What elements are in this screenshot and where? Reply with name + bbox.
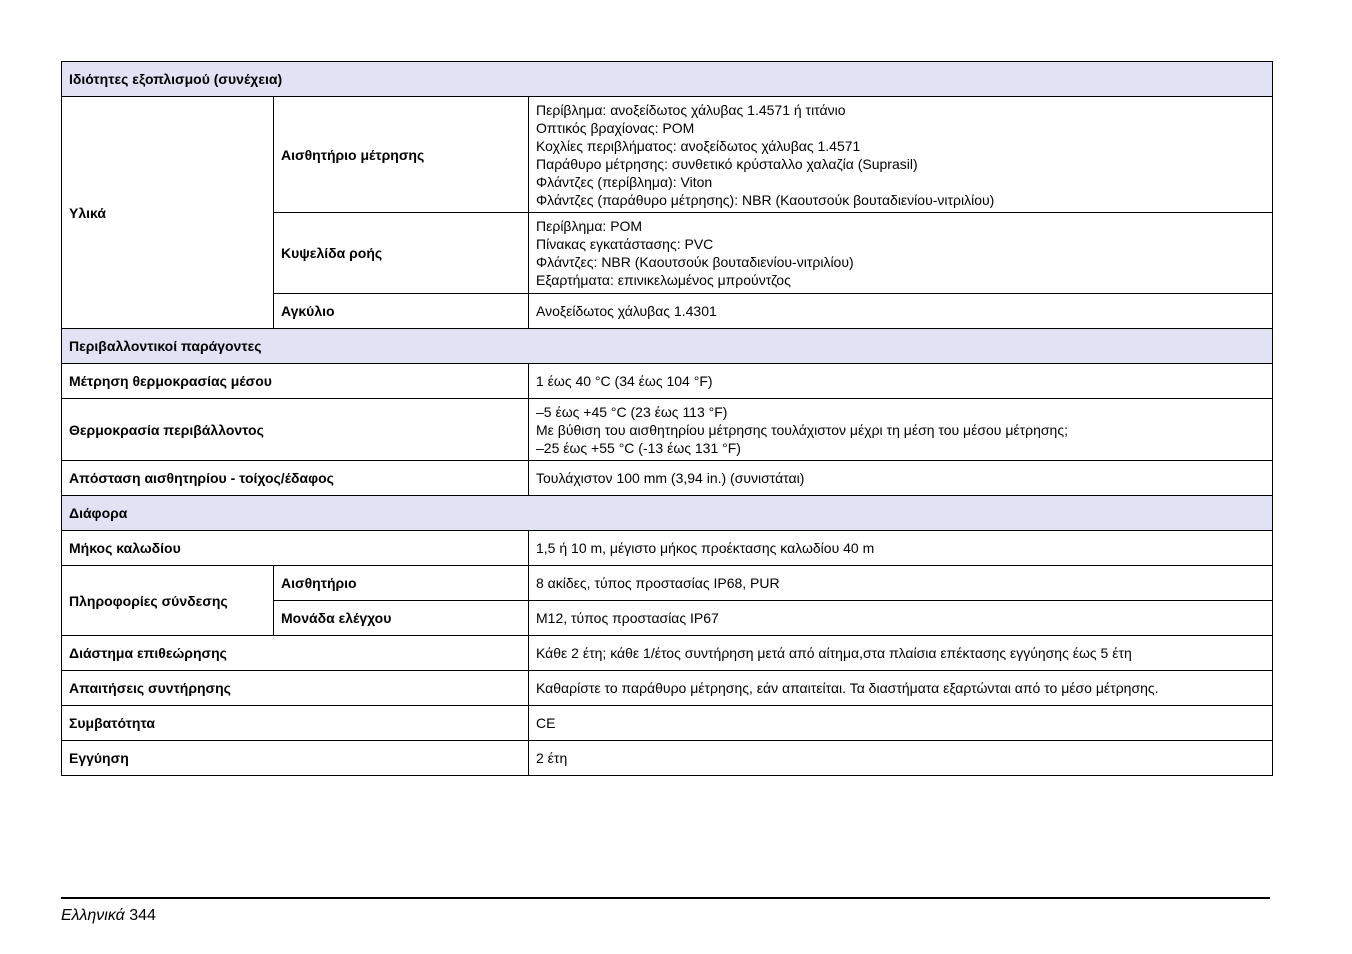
page-footer bbox=[61, 906, 156, 926]
table-row bbox=[62, 636, 1273, 671]
table-row bbox=[62, 399, 1273, 461]
footer-language: Ελληνικά bbox=[61, 907, 125, 924]
table-row bbox=[62, 741, 1273, 776]
value-conformity: CE bbox=[529, 706, 1273, 741]
page-number: 344 bbox=[129, 907, 156, 924]
row-label-maintenance: Απαιτήσεις συντήρησης bbox=[62, 671, 529, 706]
value-line: –5 έως +45 °C (23 έως 113 °F) bbox=[536, 403, 728, 420]
value-line: Παράθυρο μέτρησης: συνθετικό κρύσταλλο χαλαζία (Suprasil) bbox=[536, 155, 918, 172]
value-sensor-distance: Τουλάχιστον 100 mm (3,94 in.) (συνιστάται) bbox=[529, 461, 1273, 496]
row-label-sensor-distance: Απόσταση αισθητηρίου - τοίχος/έδαφος bbox=[62, 461, 529, 496]
value-line: Πίνακας εγκατάστασης: PVC bbox=[536, 236, 714, 252]
value-line: Φλάντζες: NBR (Καουτσούκ βουταδιενίου-νιτριλίου) bbox=[536, 254, 854, 270]
value-line: Φλάντζες (παράθυρο μέτρησης): NBR (Καουτσούκ βουταδιενίου-νιτριλίου) bbox=[536, 191, 995, 208]
section-header-equipment: Ιδιότητες εξοπλισμού (συνέχεια) bbox=[62, 62, 1273, 97]
value-line: Φλάντζες (περίβλημα): Viton bbox=[536, 173, 713, 190]
table-row bbox=[62, 461, 1273, 496]
sub-label-flow-cell: Κυψελίδα ροής bbox=[274, 213, 529, 294]
value-maintenance: Καθαρίστε το παράθυρο μέτρησης, εάν απαιτείται. Τα διαστήματα εξαρτώνται από το μέσο μέτρησης. bbox=[529, 671, 1273, 706]
row-label-warranty: Εγγύηση bbox=[62, 741, 529, 776]
row-label-materials: Υλικά bbox=[62, 97, 274, 329]
row-label-medium-temp: Μέτρηση θερμοκρασίας μέσου bbox=[62, 364, 529, 399]
value-medium-temp: 1 έως 40 °C (34 έως 104 °F) bbox=[529, 364, 1273, 399]
footer-divider bbox=[61, 897, 1270, 899]
row-label-cable-length: Μήκος καλωδίου bbox=[62, 531, 529, 566]
sub-label-connection-sensor: Αισθητήριο bbox=[274, 566, 529, 601]
value-line: Περίβλημα: ανοξείδωτος χάλυβας 1.4571 ή τιτάνιο bbox=[536, 101, 846, 118]
value-connection-sensor: 8 ακίδες, τύπος προστασίας IP68, PUR bbox=[529, 566, 1273, 601]
table-row bbox=[62, 671, 1273, 706]
table-row bbox=[62, 97, 1273, 213]
value-line: Εξαρτήματα: επινικελωμένος μπρούντζος bbox=[536, 272, 791, 288]
value-bracket: Ανοξείδωτος χάλυβας 1.4301 bbox=[529, 294, 1273, 329]
value-inspection: Κάθε 2 έτη; κάθε 1/έτος συντήρηση μετά από αίτημα,στα πλαίσια επέκτασης εγγύησης έως 5 έτη bbox=[529, 636, 1273, 671]
section-environment-row bbox=[62, 329, 1273, 364]
table-row bbox=[62, 531, 1273, 566]
value-connection-controller: M12, τύπος προστασίας IP67 bbox=[529, 601, 1273, 636]
row-label-ambient-temp: Θερμοκρασία περιβάλλοντος bbox=[62, 399, 529, 461]
sub-label-sensor: Αισθητήριο μέτρησης bbox=[274, 97, 529, 213]
value-line: Οπτικός βραχίονας: POM bbox=[536, 119, 695, 136]
value-ambient-temp bbox=[529, 399, 1273, 461]
table-row bbox=[62, 566, 1273, 601]
section-equipment-row bbox=[62, 62, 1273, 97]
value-line: Με βύθιση του αισθητηρίου μέτρησης τουλάχιστον μέχρι τη μέση του μέσου μέτρησης; bbox=[536, 421, 1068, 438]
sub-label-bracket: Αγκύλιο bbox=[274, 294, 529, 329]
section-misc-row bbox=[62, 496, 1273, 531]
sub-label-connection-controller: Μονάδα ελέγχου bbox=[274, 601, 529, 636]
row-label-connection: Πληροφορίες σύνδεσης bbox=[62, 566, 274, 636]
table-row bbox=[62, 706, 1273, 741]
section-header-misc: Διάφορα bbox=[62, 496, 1273, 531]
row-label-conformity: Συμβατότητα bbox=[62, 706, 529, 741]
value-cable-length: 1,5 ή 10 m, μέγιστο μήκος προέκτασης καλωδίου 40 m bbox=[529, 531, 1273, 566]
value-line: Περίβλημα: POM bbox=[536, 218, 643, 234]
section-header-environment: Περιβαλλοντικοί παράγοντες bbox=[62, 329, 1273, 364]
value-line: Κοχλίες περιβλήματος: ανοξείδωτος χάλυβας 1.4571 bbox=[536, 137, 861, 154]
value-warranty: 2 έτη bbox=[529, 741, 1273, 776]
specifications-table bbox=[61, 61, 1273, 776]
table-row bbox=[62, 364, 1273, 399]
value-sensor-materials bbox=[529, 97, 1273, 213]
row-label-inspection: Διάστημα επιθεώρησης bbox=[62, 636, 529, 671]
value-flow-cell-materials bbox=[529, 213, 1273, 294]
value-line: –25 έως +55 °C (-13 έως 131 °F) bbox=[536, 439, 741, 456]
